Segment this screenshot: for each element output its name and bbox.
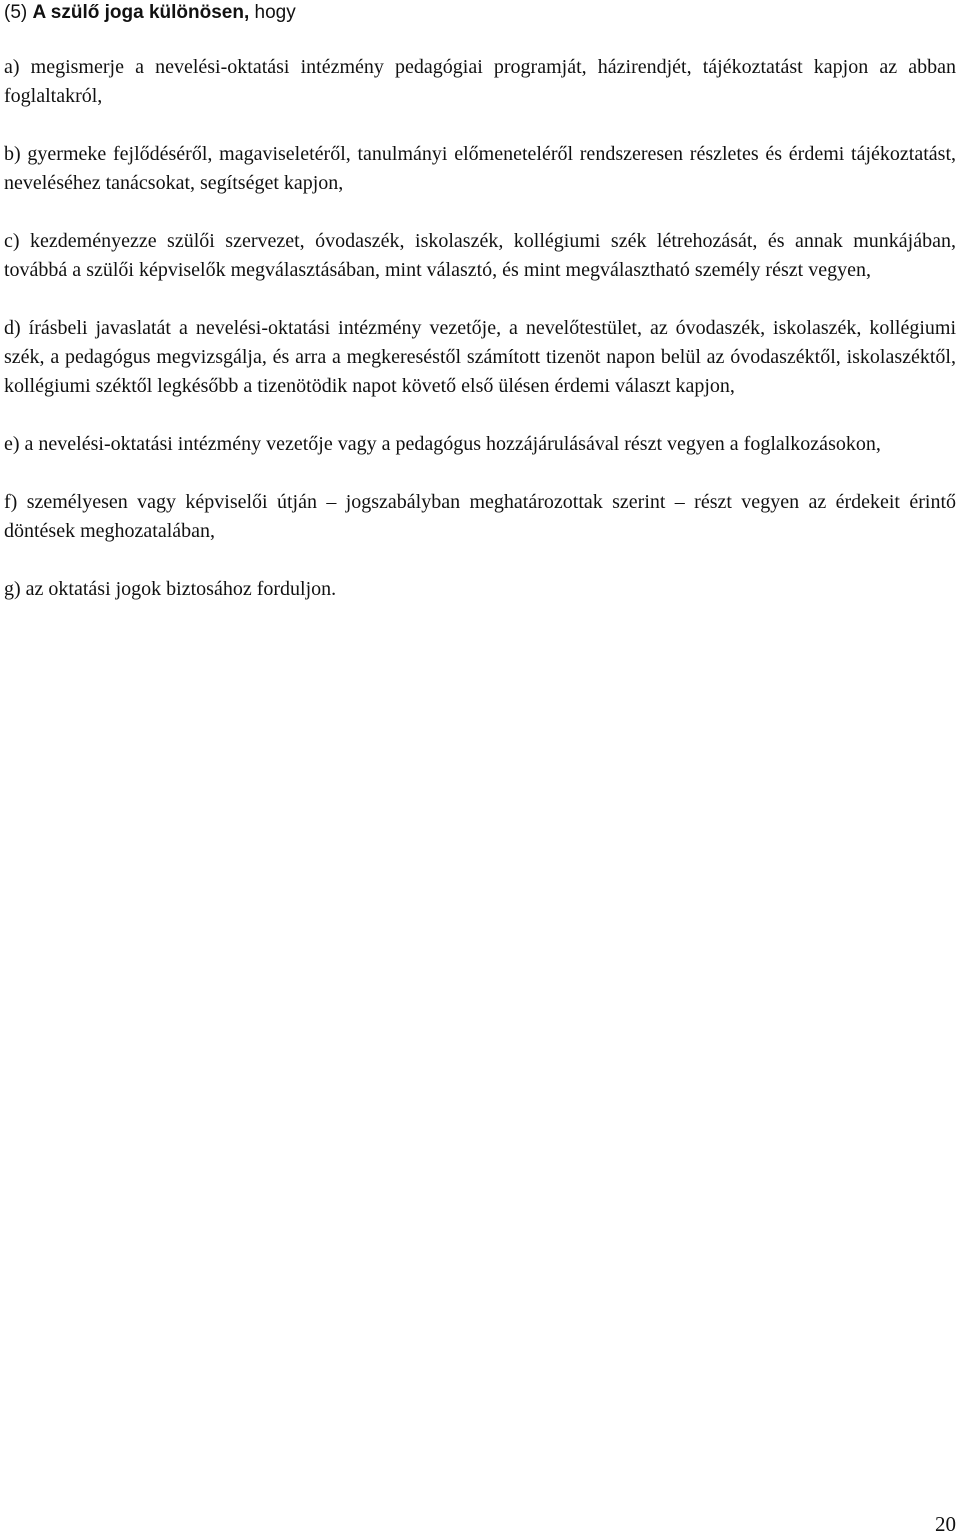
section-heading	[4, 0, 956, 24]
section-tail: hogy	[254, 2, 296, 23]
list-item-b: b) gyermeke fejlődéséről, magaviseletéről, tanulmányi előmeneteléről rendszeresen részletes és érdemi tájékoztatást, neveléséhez tanácsokat, segítséget kapjon,	[4, 143, 956, 194]
page-number: 20	[935, 1512, 956, 1536]
section-number: (5)	[4, 2, 28, 23]
list-item-a: a) megismerje a nevelési-oktatási intézmény pedagógiai programját, házirendjét, tájékoztatást kapjon az abban foglaltakról,	[4, 56, 956, 107]
section-title: A szülő joga különösen,	[32, 2, 250, 23]
list-item-d: d) írásbeli javaslatát a nevelési-oktatási intézmény vezetője, a nevelőtestület, az óvodaszék, iskolaszék, kollégiumi szék, a pedagógus megvizsgálja, és arra a megkereséstől számított tizenöt napon belül az óvodaszéktől, iskolaszéktől, kollégiumi széktől legkésőbb a tizenötödik napot követő első ülésen érdemi választ kapjon,	[4, 317, 956, 397]
list-item-c: c) kezdeményezze szülői szervezet, óvodaszék, iskolaszék, kollégiumi szék létrehozását, és annak munkájában, továbbá a szülői képviselők megválasztásában, mint választó, és mint megválasztható személy részt vegyen,	[4, 230, 956, 281]
list-item-g: g) az oktatási jogok biztosához forduljon.	[4, 578, 337, 600]
list-item-f: f) személyesen vagy képviselői útján – jogszabályban meghatározottak szerint – részt vegyen az érdekeit érintő döntések meghozatalában,	[4, 491, 956, 542]
list-item-e: e) a nevelési-oktatási intézmény vezetője vagy a pedagógus hozzájárulásával részt vegyen a foglalkozásokon,	[4, 433, 881, 455]
document-body	[4, 0, 956, 633]
